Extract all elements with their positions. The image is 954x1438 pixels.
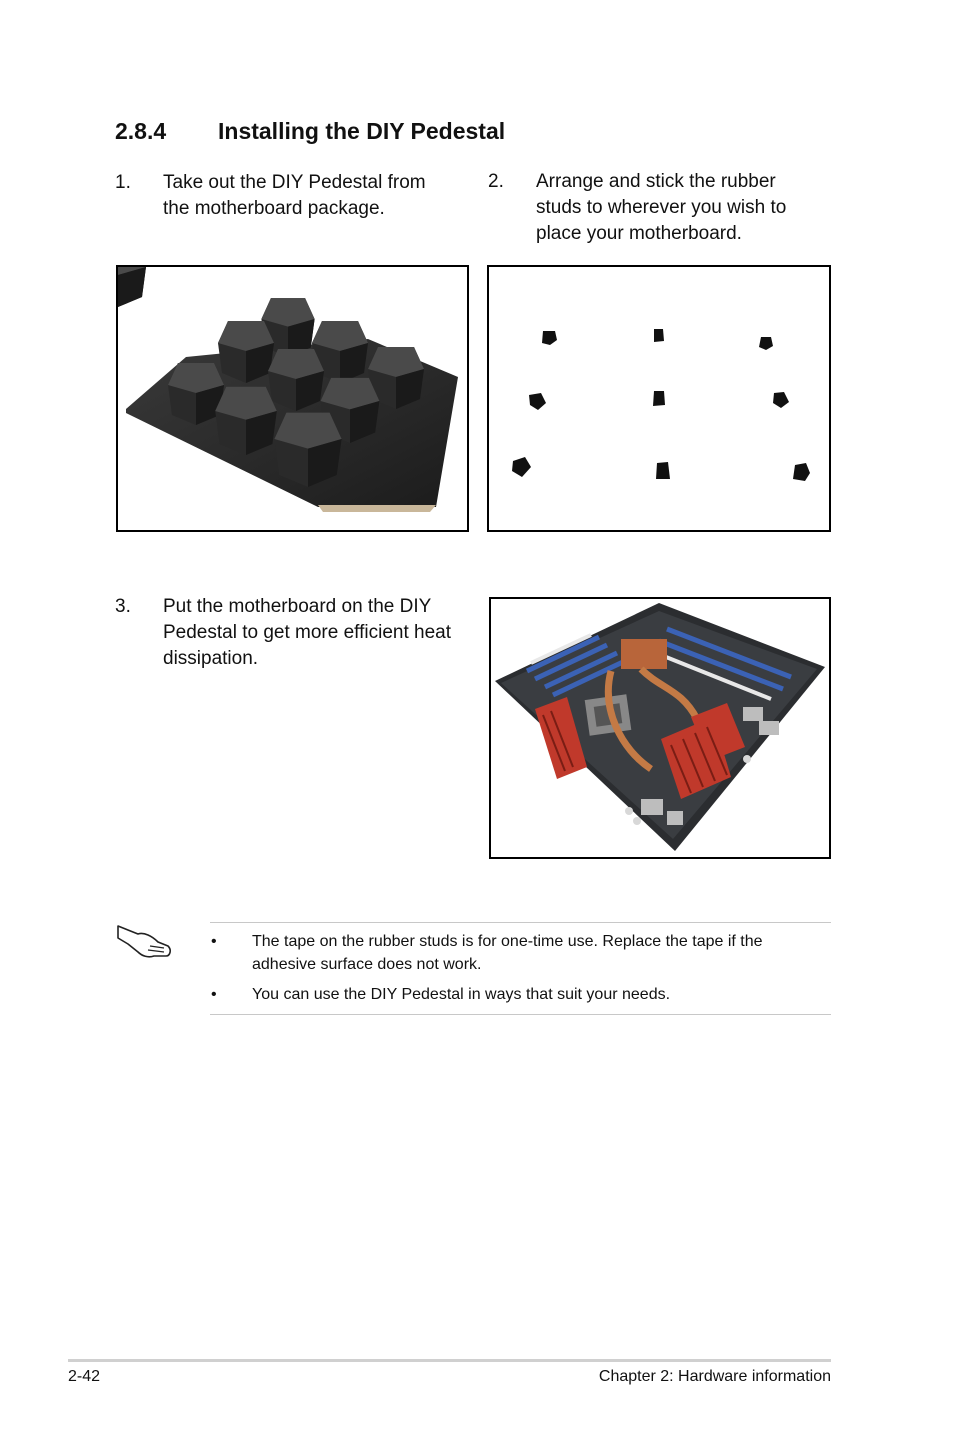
step-2-number: 2. bbox=[488, 171, 504, 192]
note-hand-icon bbox=[114, 916, 174, 962]
note-item-2-text bbox=[252, 983, 670, 1006]
step-2-line-1: Arrange and stick the rubber bbox=[536, 171, 776, 192]
step-1 bbox=[115, 170, 475, 226]
pedestal-illustration bbox=[118, 267, 467, 530]
note-item-2 bbox=[211, 983, 831, 1006]
rubber-studs-illustration bbox=[489, 267, 829, 530]
step-3-line-1: Put the motherboard on the DIY bbox=[163, 596, 432, 617]
note-bullet: • bbox=[211, 933, 217, 950]
motherboard-illustration bbox=[491, 599, 829, 857]
chapter-title: Chapter 2: Hardware information bbox=[598, 1368, 831, 1385]
rubber-studs-image bbox=[487, 265, 831, 532]
step-3-text bbox=[163, 594, 451, 672]
section-heading bbox=[115, 118, 505, 145]
note-bullet: • bbox=[211, 986, 217, 1003]
hand-note-icon bbox=[114, 916, 174, 962]
step-2-text bbox=[536, 169, 786, 247]
step-3-number: 3. bbox=[115, 596, 131, 617]
step-1-text bbox=[163, 170, 426, 222]
step-2-line-3: place your motherboard. bbox=[536, 223, 742, 244]
motherboard-image bbox=[489, 597, 831, 859]
note-top-rule bbox=[210, 922, 831, 923]
note-item-2-line-1: You can use the DIY Pedestal in ways that suit your needs. bbox=[252, 986, 671, 1003]
note-item-1-line-2: adhesive surface does not work. bbox=[252, 956, 482, 973]
page-number: 2-42 bbox=[68, 1368, 101, 1385]
step-3 bbox=[115, 594, 475, 674]
note-item-1 bbox=[211, 930, 831, 976]
footer-rule bbox=[68, 1359, 831, 1362]
pedestal-image bbox=[116, 265, 469, 532]
section-number: 2.8.4 bbox=[115, 118, 167, 144]
step-2 bbox=[488, 169, 828, 249]
step-1-line-2: the motherboard package. bbox=[163, 198, 385, 219]
step-3-line-3: dissipation. bbox=[163, 648, 259, 669]
section-title: Installing the DIY Pedestal bbox=[218, 118, 506, 144]
step-3-line-2: Pedestal to get more efficient heat bbox=[163, 622, 451, 643]
note-item-1-line-1: The tape on the rubber studs is for one-time use. Replace the tape if the bbox=[252, 933, 763, 950]
step-1-line-1: Take out the DIY Pedestal from bbox=[163, 172, 426, 193]
step-1-number: 1. bbox=[115, 172, 131, 193]
rubber-cube bbox=[118, 267, 146, 307]
step-2-line-2: studs to wherever you wish to bbox=[536, 197, 787, 218]
note-bottom-rule bbox=[210, 1014, 831, 1015]
note-item-1-text bbox=[252, 930, 763, 976]
